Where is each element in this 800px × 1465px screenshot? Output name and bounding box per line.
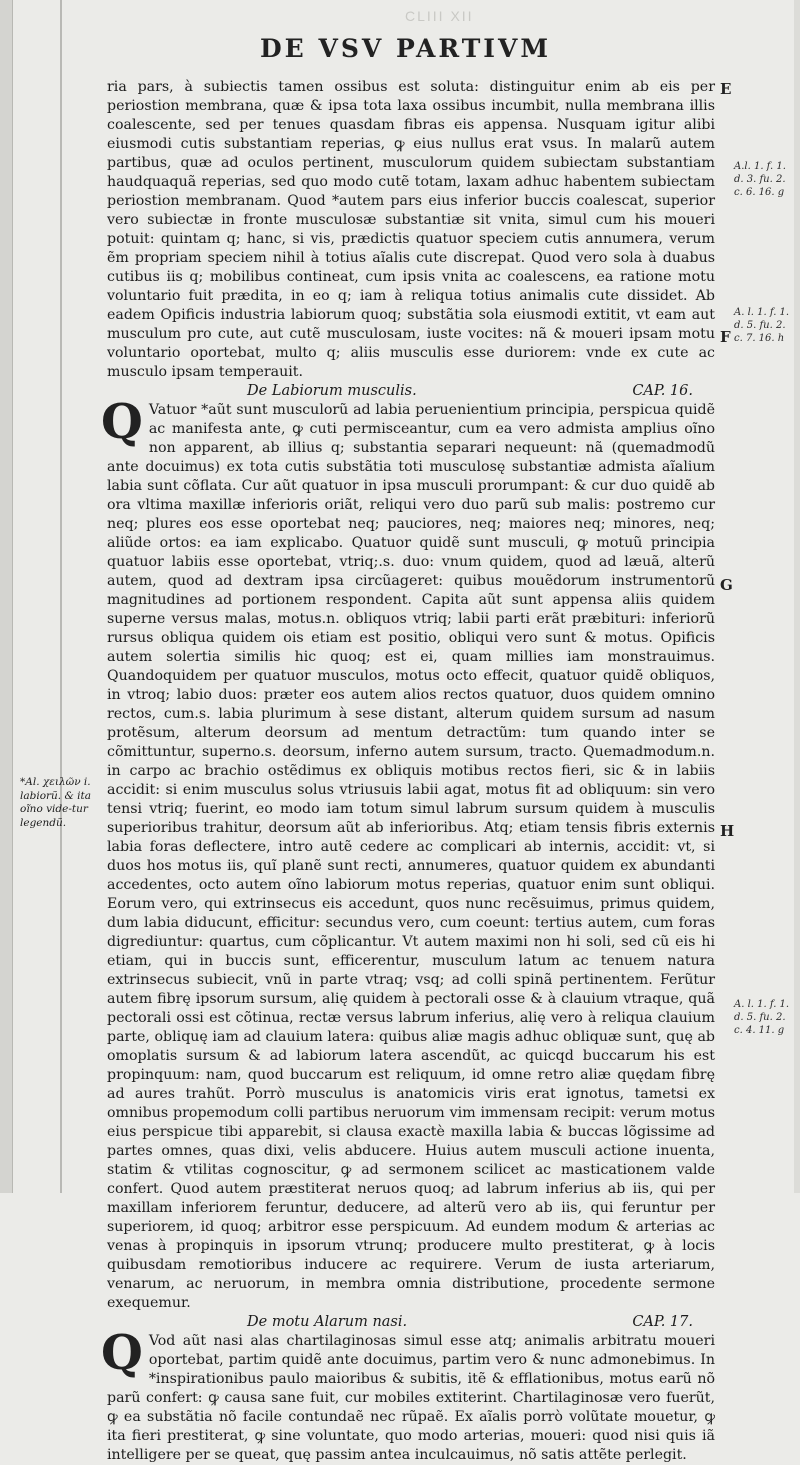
chapter-17-title: De motu Alarum nasi. <box>247 1314 408 1330</box>
paragraph-2-text: Vatuor *aũt sunt musculorũ ad labia peruenientium principia, perspicua quidẽ ac manifesta ante, ꝙ cuti permisceantur, cum ea vero admista amplius oĩno non apparent, ab illius q; substantia separari nequeunt: nã (quemadmodũ ante docuimus) ex tota cutis substãtia toti musculosę substantiæ admista aĩalium labia sunt cõflata. Cur aũt quatuor in ipsa musculi prorumpant: & cur duo quidẽ ab ora vltima maxillæ inferioris oriãt, reliqui vero duo parũ sub malis: postremo cur neq; plures eos esse oportebat neq; pauciores, neq; maiores neq; minores, neq; aliũde ortos: ea iam explicabo. Quatuor quidẽ sunt musculi, ꝙ motuũ principia quatuor labiis esse oportebat, vtriq;.s. duo: vnum quidem, quod ad læuã, alterũ autem, quod ad dextram ipsa circũageret: quibus mouẽdorum instrumentorũ magnitudines ad portionem respondent. Capita aũt sunt appensa aliis quidem superne versus malas, motus.n. obliquos vtriq; labii parti erãt præbituri: inferiorũ rursus obliqua quidem ois etiam est positio, obliqui vero sunt & motus. Opificis autem solertia similis hic quoq; est ei, quam millies iam monstrauimus. Quandoquidem per quatuor musculos, motus octo effecit, quatuor quidẽ obliquos, in vtroq; labio duos: præter eos autem alios rectos quatuor, duos quidem omnino rectos, cum.s. labia plurimum à sese distant, alterum quidem sursum ad nasum protẽsum, alterum deorsum ad mentum detractũm: tum quando inter se cõmittuntur, superno.s. deorsum, inferno autem sursum, tracto. Quemadmodum.n. in carpo ac brachio ostẽdimus ex obliquis motibus rectos fieri, sic & in labiis accidit: si enim musculus solus vtriusuis labii agat, motus fit ad obliquum: sin vero tensi vtriq; fuerint, eo modo iam totum simul labrum sursum quidem à musculis superioribus trahitur, deorsum aũt ab inferioribus. Atq; etiam tensis fibris externis labia foras deflectere, intro autẽ cedere ac complicari ab internis, accidit: vt, si duos hos motus iis, quĩ planẽ sunt recti, annumeres, quatuor quidem ex abundanti accedentes, octo autem oĩno labiorum motus reperias, quatuor enim sunt obliqui. Eorum vero, qui extrinsecus eis accedunt, quos nunc recẽsuimus, primus quidem, dum labia diducunt, efficitur: secundus vero, cum coeunt: tertius autem, cum foras digrediuntur: quartus, cum cõplicantur. Vt autem maximi non hi soli, sed cũ eis hi etiam, qui in buccis sunt, efficerentur, musculum latum ac tenuem natura extrinsecus subiecit, vnũ in parte vtraq; vsq; ad colli spinã pertinentem. Ferũtur autem fibrę ipsorum sursum, alię quidem à pectorali osse & à clauium vtraque, quã pectorali ossi est cõtinua, rectæ versus labrum inferius, alię vero à reliqua clauium parte, obliquę iam ad clauium latera: quibus aliæ magis adhuc obliquæ sunt, quę ab omoplatis sursum & ad labiorum latera ascendũt, ac quicqd buccarum his est propinquum: nam, quod buccarum est reliquum, id omne retro aliæ quędam fibrę ad aures trahũt. Porrò musculus is anatomicis viris erat ignotus, tametsi ex omnibus propemodum colli partibus neruorum vim immensam recipit: verum motus eius perspicue tibi apparebit, si clausa exactè maxilla labia & buccas lõgissime ad partes omnes, quas dixi, velis abducere. Huius autem musculi actione inuenta, statim & vtilitas cognoscitur, ꝙ ad sermonem scilicet ac masticationem valde confert. Quod autem præstiterat neruos quoq; ad labrum inferius ab iis, qui per maxillam inferiorem feruntur, deducere, ad alterũ vero ab iis, qui feruntur per superiorem, id quoq; arbitror esse perspicuum. Ad eundem modum & arterias ac venas à propinquis in ipsorum vtrunq; producere multo prestiterat, ꝙ à locis quibusdam remotioribus inducere ac requirere. Verum de iusta arteriarum, venarum, ac neruorum, in membra omnia distributione, procedente sermone exequemur. <box>107 402 715 1311</box>
page-edge-left <box>0 0 13 1193</box>
chapter-16-heading <box>107 382 715 401</box>
chapter-17-heading <box>107 1313 715 1332</box>
paragraph-2 <box>101 394 715 1313</box>
paragraph-3-text: Vod aũt nasi alas chartilaginosas simul esse atq; animalis arbitratu moueri oportebat, partim quidẽ ante docuimus, partim vero & nunc admonebimus. In *inspirationibus paulo maioribus & subitis, itẽ & efflationibus, motus earũ nõ parũ confert: ꝙ causa sane fuit, cur mobiles extiterint. Chartilaginosæ vero fuerũt, ꝙ ea substãtia nõ facile contundaẽ nec rũpaẽ. Ex aĩalis porrò volũtate mouetur, ꝙ ita fieri prestiterat, ꝙ sine voluntate, quo modo arterias, moueri: quod nisi quis iã intelligere per se queat, quę passim antea inculcauimus, nõ satis attẽte perlegit. <box>107 1333 715 1463</box>
margin-note-right-1: A.l. 1. f. 1. d. 3. fu. 2. c. 6. 16. g <box>734 161 786 198</box>
dropcap-q-16: Q <box>101 394 143 450</box>
margin-rule <box>60 0 62 1193</box>
chapter-17-number: CAP. 17. <box>632 1314 693 1330</box>
paragraph-1: ria pars, à subiectis tamen ossibus est soluta: distinguitur enim ab eis per periostion membrana, quæ & ipsa tota laxa ossibus incumbit, nulla membrana illis coalescente, sed per tenues quasdam fibras eis appensa. Nusquam igitur alibi eiusmodi cutis substantiam reperias, ꝙ eius nullus erat vsus. In malarũ autem partibus, quæ ad oculos pertinent, musculorum quidem subiectam substantiam haudquaquã reperias, sed quo modo cutẽ totam, laxam adhuc habentem subiectam periostion membranam. Quod *autem pars eius inferior buccis coalescat, superior vero subiectæ in fronte musculosæ substantiæ sit vnita, simul cum his moueri potuit: quintam q; hanc, si vis, prædictis quatuor speciem cutis annumera, verum ẽm propriam speciem nihil à totius aĩalis cute discrepat. Quod vero sola à duabus cutibus iis q; mobilibus contineat, cum ipsis vnita ac coalescens, ea ratione motu voluntario fuit prædita, in eo q; iam à reliqua totius animalis cute dissidet. Ab eadem Opificis industria labiorum quoq; substãtia sola eiusmodi extitit, vt eam aut musculum pro cute, aut cutẽ musculosam, iuste vocites: nã & moueri ipsam motu voluntario oportebat, multo q; aliis musculis esse duriorem: vnde ex cute ac musculo ipsam temperauit. <box>107 79 715 380</box>
margin-note-left: *Al. χειλῶν i. labiorũ. & ita oĩno vide-tur legendũ. <box>20 776 91 829</box>
margin-note-right-3: A. l. 1. f. 1. d. 5. fu. 2. c. 4. 11. g <box>734 999 790 1036</box>
running-head: DE VSV PARTIVM <box>260 34 552 63</box>
paragraph-3 <box>101 1325 715 1465</box>
page-edge-right <box>794 0 800 1193</box>
section-letter-g: G <box>720 576 733 594</box>
chapter-16-title: De Labiorum musculis. <box>247 383 417 399</box>
dropcap-q-17: Q <box>101 1325 143 1381</box>
section-letter-e: E <box>720 80 732 98</box>
chapter-16-number: CAP. 16. <box>632 383 693 399</box>
body-text <box>101 78 715 1465</box>
section-letter-h: H <box>720 822 735 840</box>
section-letter-f: F <box>720 328 731 346</box>
show-through-text: CLIII XII <box>405 8 474 24</box>
margin-note-right-2: A. l. 1. f. 1. d. 5. fu. 2. c. 7. 16. h <box>734 307 790 344</box>
